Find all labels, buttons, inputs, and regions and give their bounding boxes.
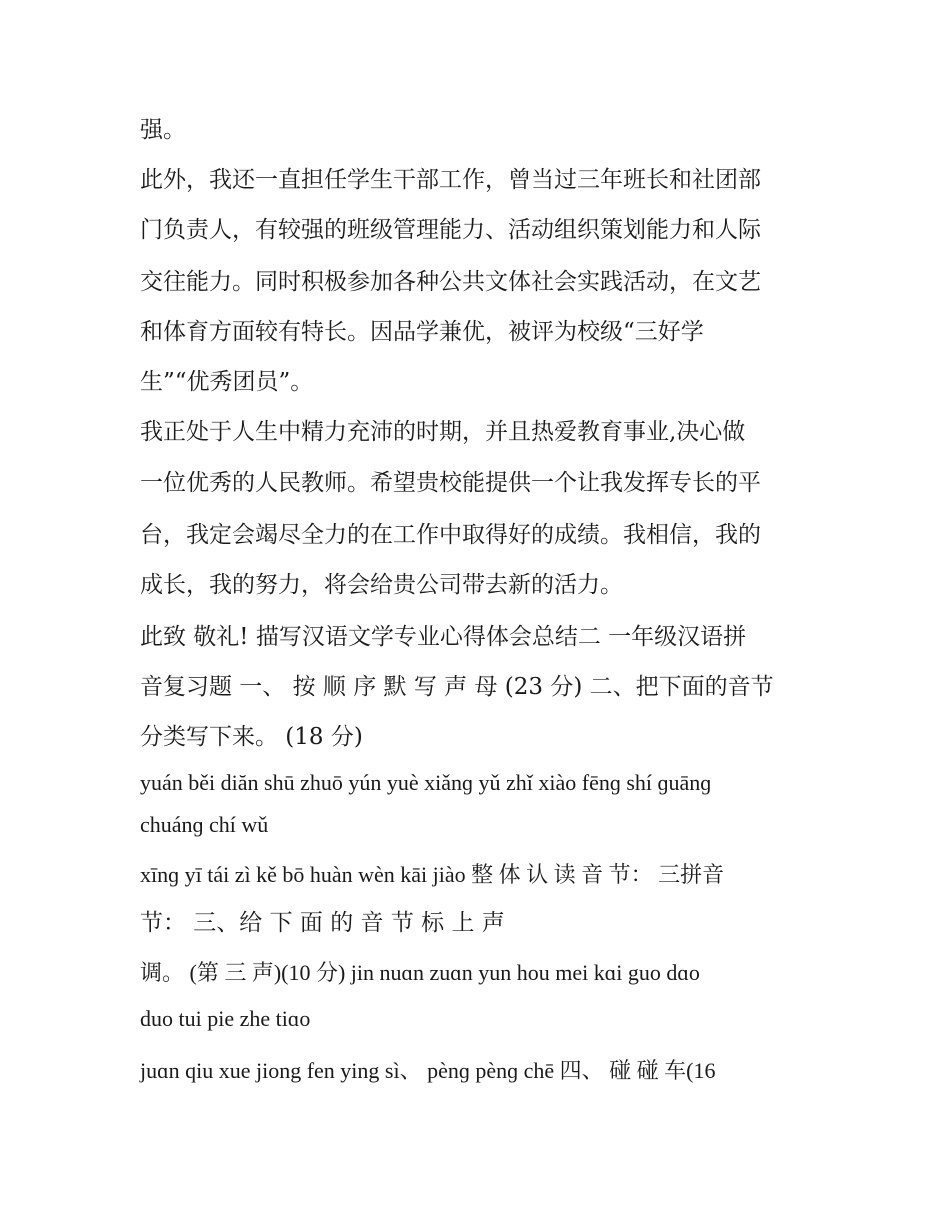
pinyin-line: juɑn qiu xue jiong fen ying sì、 pènɡ pènɡ chē 四、 碰 碰 车(16 [140, 1058, 716, 1083]
text-line: 音复习题 一、 按 顺 序 默 写 声 母 (23 分) 二、把下面的音节 [140, 674, 774, 700]
text-line: 此致 敬礼! 描写汉语文学专业心得体会总结二 一年级汉语拼 [140, 624, 747, 650]
pinyin-line: chuánɡ chí wǔ [140, 812, 269, 837]
text-line: 成长，我的努力，将会给贵公司带去新的活力。 [140, 572, 623, 598]
text-line: 我正处于人生中精力充沛的时期，并且热爱教育事业,决心做 [140, 419, 746, 445]
text-line: 交往能力。同时积极参加各种公共文体社会实践活动，在文艺 [140, 269, 761, 295]
pinyin-line: duo tui pie zhe tiɑo [140, 1006, 311, 1031]
text-line: 节： 三、给 下 面 的 音 节 标 上 声 [140, 910, 505, 936]
pinyin-line: yuán běi diăn shū zhuō yún yuè xiǎnɡ yǔ zhǐ xiào fēnɡ shí ɡuānɡ [140, 770, 712, 795]
text-line: 分类写下来。 (18 分) [140, 724, 363, 750]
pinyin-line: xīnɡ yī tái zì kě bō huàn wèn kāi jiào 整 体 认 读 音 节： 三拼音 [140, 862, 725, 887]
text-line: 生”“优秀团员”。 [140, 369, 314, 395]
text-line: 和体育方面较有特长。因品学兼优，被评为校级“三好学 [140, 319, 704, 345]
text-line: 门负责人，有较强的班级管理能力、活动组织策划能力和人际 [140, 217, 761, 243]
pinyin-line: 调。 (第 三 声)(10 分) jin nuɑn zuɑn yun hou mei kɑi guo dɑo [140, 960, 700, 985]
text-line: 台，我定会竭尽全力的在工作中取得好的成绩。我相信，我的 [140, 522, 761, 548]
text-line: 一位优秀的人民教师。希望贵校能提供一个让我发挥专长的平 [140, 470, 761, 496]
text-line: 强。 [140, 117, 186, 143]
text-line: 此外，我还一直担任学生干部工作，曾当过三年班长和社团部 [140, 167, 761, 193]
